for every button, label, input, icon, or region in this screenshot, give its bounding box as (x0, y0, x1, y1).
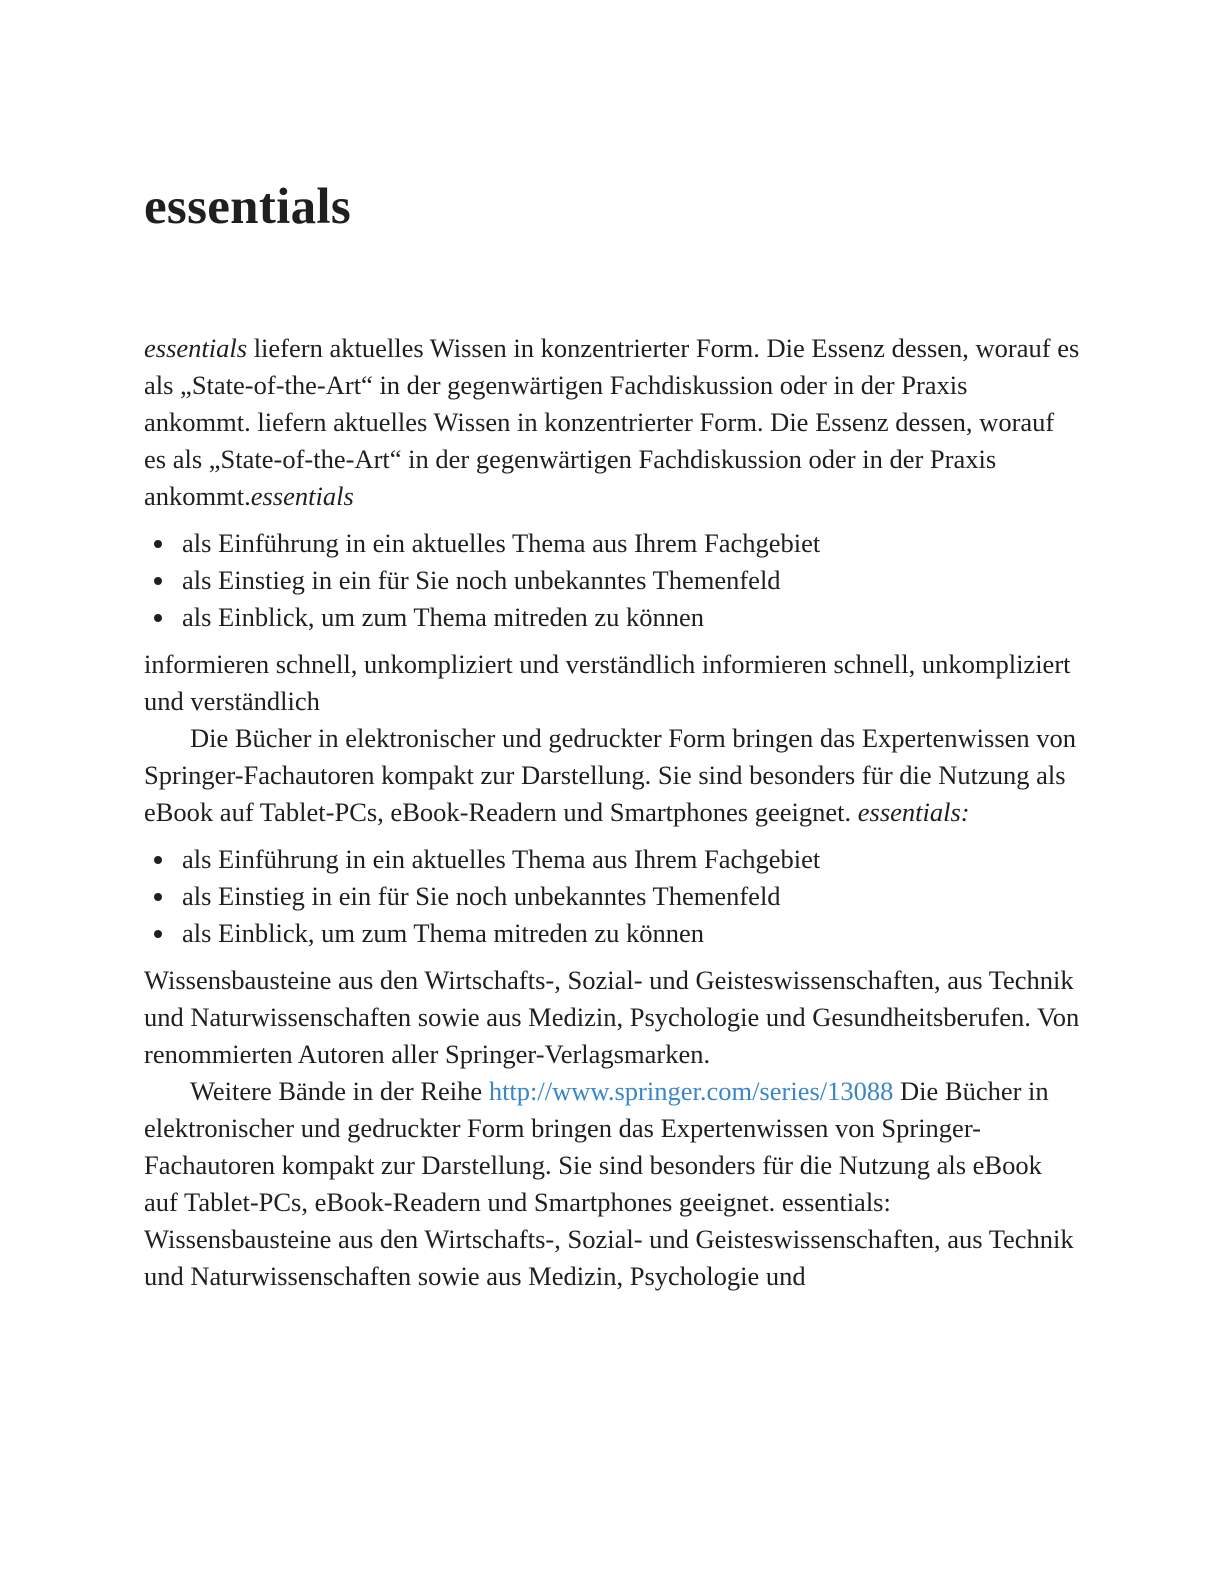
buecher-body-text: Die Bücher in elektronischer und gedruckter Form bringen das Expertenwissen von Springer-Fachautoren kompakt zur Darstellung. Sie sind besonders für die Nutzung als eBook auf Tablet-PCs, eBook-Readern und Smartphones geeignet. (144, 723, 1077, 827)
intro-paragraph (144, 330, 1080, 515)
page-title: essentials (144, 179, 351, 235)
weitere-baende-paragraph (144, 1073, 1080, 1295)
weitere-lead-text: Weitere Bände in der Reihe (190, 1076, 489, 1106)
bullet-item: • als Einführung in ein aktuelles Thema aus Ihrem Fachgebiet (177, 525, 1080, 562)
intro-lead-italic: essentials (144, 333, 248, 363)
bullet-item: • als Einstieg in ein für Sie noch unbekanntes Themenfeld (177, 562, 1080, 599)
buecher-paragraph (144, 720, 1080, 831)
intro-body-text: liefern aktuelles Wissen in konzentrierter Form. Die Essenz dessen, worauf es als „State-of-the-Art“ in der gegenwärtigen Fachdiskussion oder in der Praxis ankommt. liefern aktuelles Wissen in konzentrierter Form. Die Essenz dessen, worauf es als „State-of-the-Art“ in der gegenwärtigen Fachdiskussion oder in der Praxis ankommt. (144, 333, 1080, 511)
wissensbausteine-paragraph: Wissensbausteine aus den Wirtschafts-, Sozial- und Geisteswissenschaften, aus Technik und Naturwissenschaften sowie aus Medizin, Psychologie und Gesundheitsberufen. Von renommierten Autoren aller Springer-Verlagsmarken. (144, 965, 1080, 1069)
bullet-item: • als Einblick, um zum Thema mitreden zu können (177, 915, 1080, 952)
springer-series-link[interactable]: http://www.springer.com/series/13088 (488, 1076, 894, 1106)
bullet-item: • als Einblick, um zum Thema mitreden zu können (177, 599, 1080, 636)
weitere-after-text: Die Bücher in elektronischer und gedruckter Form bringen das Expertenwissen von Springer-Fachautoren kompakt zur Darstellung. Sie sind besonders für die Nutzung als eBook auf Tablet-PCs, eBook-Readern und Smartphones geeignet. essentials: Wissensbausteine aus den Wirtschafts-, Sozial- und Geisteswissenschaften, aus Technik und Naturwissenschaften sowie aus Medizin, Psychologie und (144, 1076, 1074, 1291)
bullet-list-secondary (144, 841, 1080, 952)
buecher-tail-italic: essentials: (857, 797, 970, 827)
bullet-item: • als Einführung in ein aktuelles Thema aus Ihrem Fachgebiet (177, 841, 1080, 878)
informieren-paragraph: informieren schnell, unkompliziert und verständlich informieren schnell, unkompliziert und verständlich (144, 649, 1071, 716)
intro-tail-italic: essentials (250, 481, 354, 511)
bullet-list-primary (144, 525, 1080, 636)
bullet-item: • als Einstieg in ein für Sie noch unbekanntes Themenfeld (177, 878, 1080, 915)
